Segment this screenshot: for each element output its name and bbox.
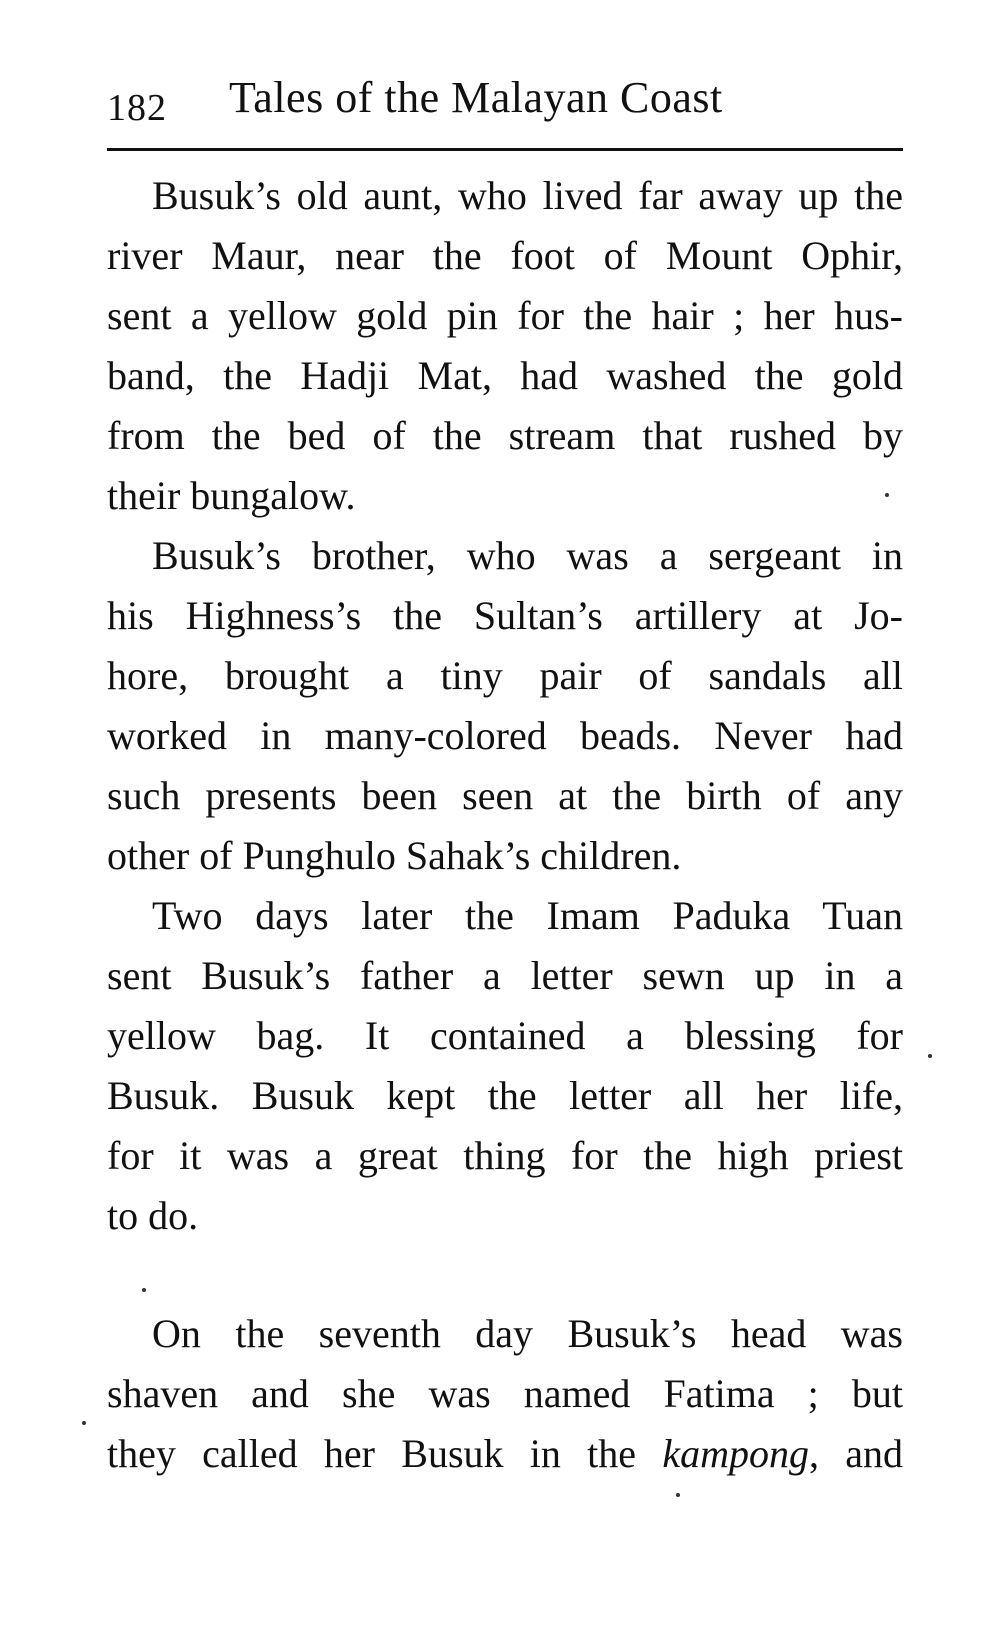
text-line: hore, brought a tiny pair of sandals all [107,653,903,698]
running-title: Tales of the Malayan Coast [229,73,723,122]
section-gap [107,1246,903,1304]
text-line: their bungalow. [107,473,356,518]
text-line: other of Punghulo Sahak’s children. [107,833,682,878]
text-line: Two days later the Imam Paduka Tuan [152,893,903,938]
text-line: Busuk. Busuk kept the letter all her life, [107,1073,903,1118]
text-line: Busuk’s old aunt, who lived far away up the [152,173,903,218]
text-segment: they called her Busuk in the [107,1431,663,1476]
text-line: for it was a great thing for the high priest [107,1133,903,1178]
text-line: worked in many-colored beads. Never had [107,713,903,758]
page-number: 182 [107,87,167,129]
text-line: yellow bag. It contained a blessing for [107,1013,903,1058]
print-speck [885,493,889,497]
text-line: to do. [107,1193,199,1238]
print-speck [676,1493,680,1497]
paragraph-4 [107,1304,903,1484]
text-line: from the bed of the stream that rushed by [107,413,903,458]
paragraph-3 [107,886,903,1246]
text-line: On the seventh day Busuk’s head was [152,1311,903,1356]
body-text [107,166,903,1484]
text-line: Busuk’s brother, who was a sergeant in [152,533,903,578]
text-line: sent Busuk’s father a letter sewn up in a [107,953,903,998]
text-line [107,1424,903,1484]
print-speck [82,1421,86,1425]
text-segment: , and [808,1431,903,1476]
text-line: his Highness’s the Sultan’s artillery at Jo- [107,593,903,638]
text-line: band, the Hadji Mat, had washed the gold [107,353,903,398]
text-line: river Maur, near the foot of Mount Ophir, [107,233,903,278]
page-header [107,72,902,132]
print-speck [928,1054,932,1058]
italic-word: kampong [662,1431,809,1476]
text-line: sent a yellow gold pin for the hair ; her hus- [107,293,903,338]
text-line: shaven and she was named Fatima ; but [107,1371,903,1416]
text-line: such presents been seen at the birth of any [107,773,903,818]
paragraph-1 [107,166,903,526]
print-speck [142,1288,146,1292]
header-rule [107,148,903,151]
paragraph-2 [107,526,903,886]
